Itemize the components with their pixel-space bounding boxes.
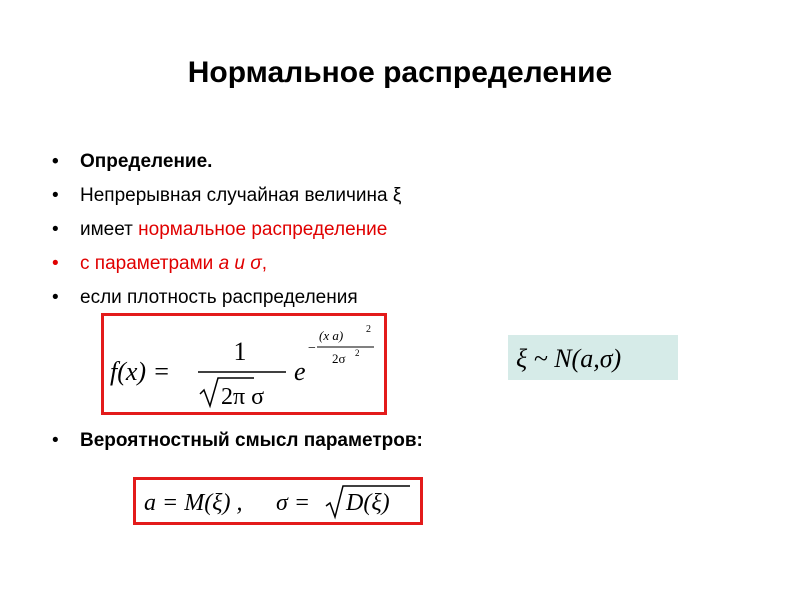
bullet-list <box>50 145 401 315</box>
density-formula-box <box>101 313 387 415</box>
bullet-probabilistic-meaning: • Вероятностный смысл параметров: <box>50 424 423 458</box>
parameters-italic: a и σ <box>218 253 262 274</box>
parameters-suffix: , <box>261 253 267 274</box>
density-base: e <box>294 357 306 386</box>
exp-denominator: 2σ <box>332 351 346 366</box>
bullet-prefix: имеет <box>80 219 139 240</box>
exp-minus: − <box>308 341 316 356</box>
param-a-part: a = M(ξ) , <box>144 490 243 516</box>
exp-num-power: 2 <box>366 324 371 335</box>
bullet-definition: • Определение. <box>50 145 401 179</box>
density-lhs: f(x) = <box>110 357 171 386</box>
param-sigma-part: σ = <box>276 490 311 516</box>
density-numerator: 1 <box>233 337 247 366</box>
parameters-formula-box <box>133 477 423 525</box>
exp-den-power: 2 <box>355 348 360 358</box>
density-denominator: 2π σ <box>221 384 265 410</box>
notation-box <box>508 335 678 380</box>
density-formula <box>104 316 384 412</box>
notation-text: ξ ~ N(a,σ) <box>516 344 622 373</box>
param-sqrt-content: D(ξ) <box>346 490 390 516</box>
exp-numerator: (x a) <box>319 328 344 343</box>
slide-title: Нормальное распределение <box>187 56 613 89</box>
bullet-density: • если плотность распределения <box>50 281 401 315</box>
normal-distribution-highlight: нормальное распределение <box>138 219 388 240</box>
parameters-text: с параметрами <box>80 253 219 274</box>
bullet-random-variable: • Непрерывная случайная величина ξ <box>50 179 401 213</box>
notation-formula <box>508 335 678 380</box>
bullet-parameters <box>50 247 401 281</box>
bullet-has-normal-distribution <box>50 213 401 247</box>
parameters-formula <box>136 480 420 522</box>
